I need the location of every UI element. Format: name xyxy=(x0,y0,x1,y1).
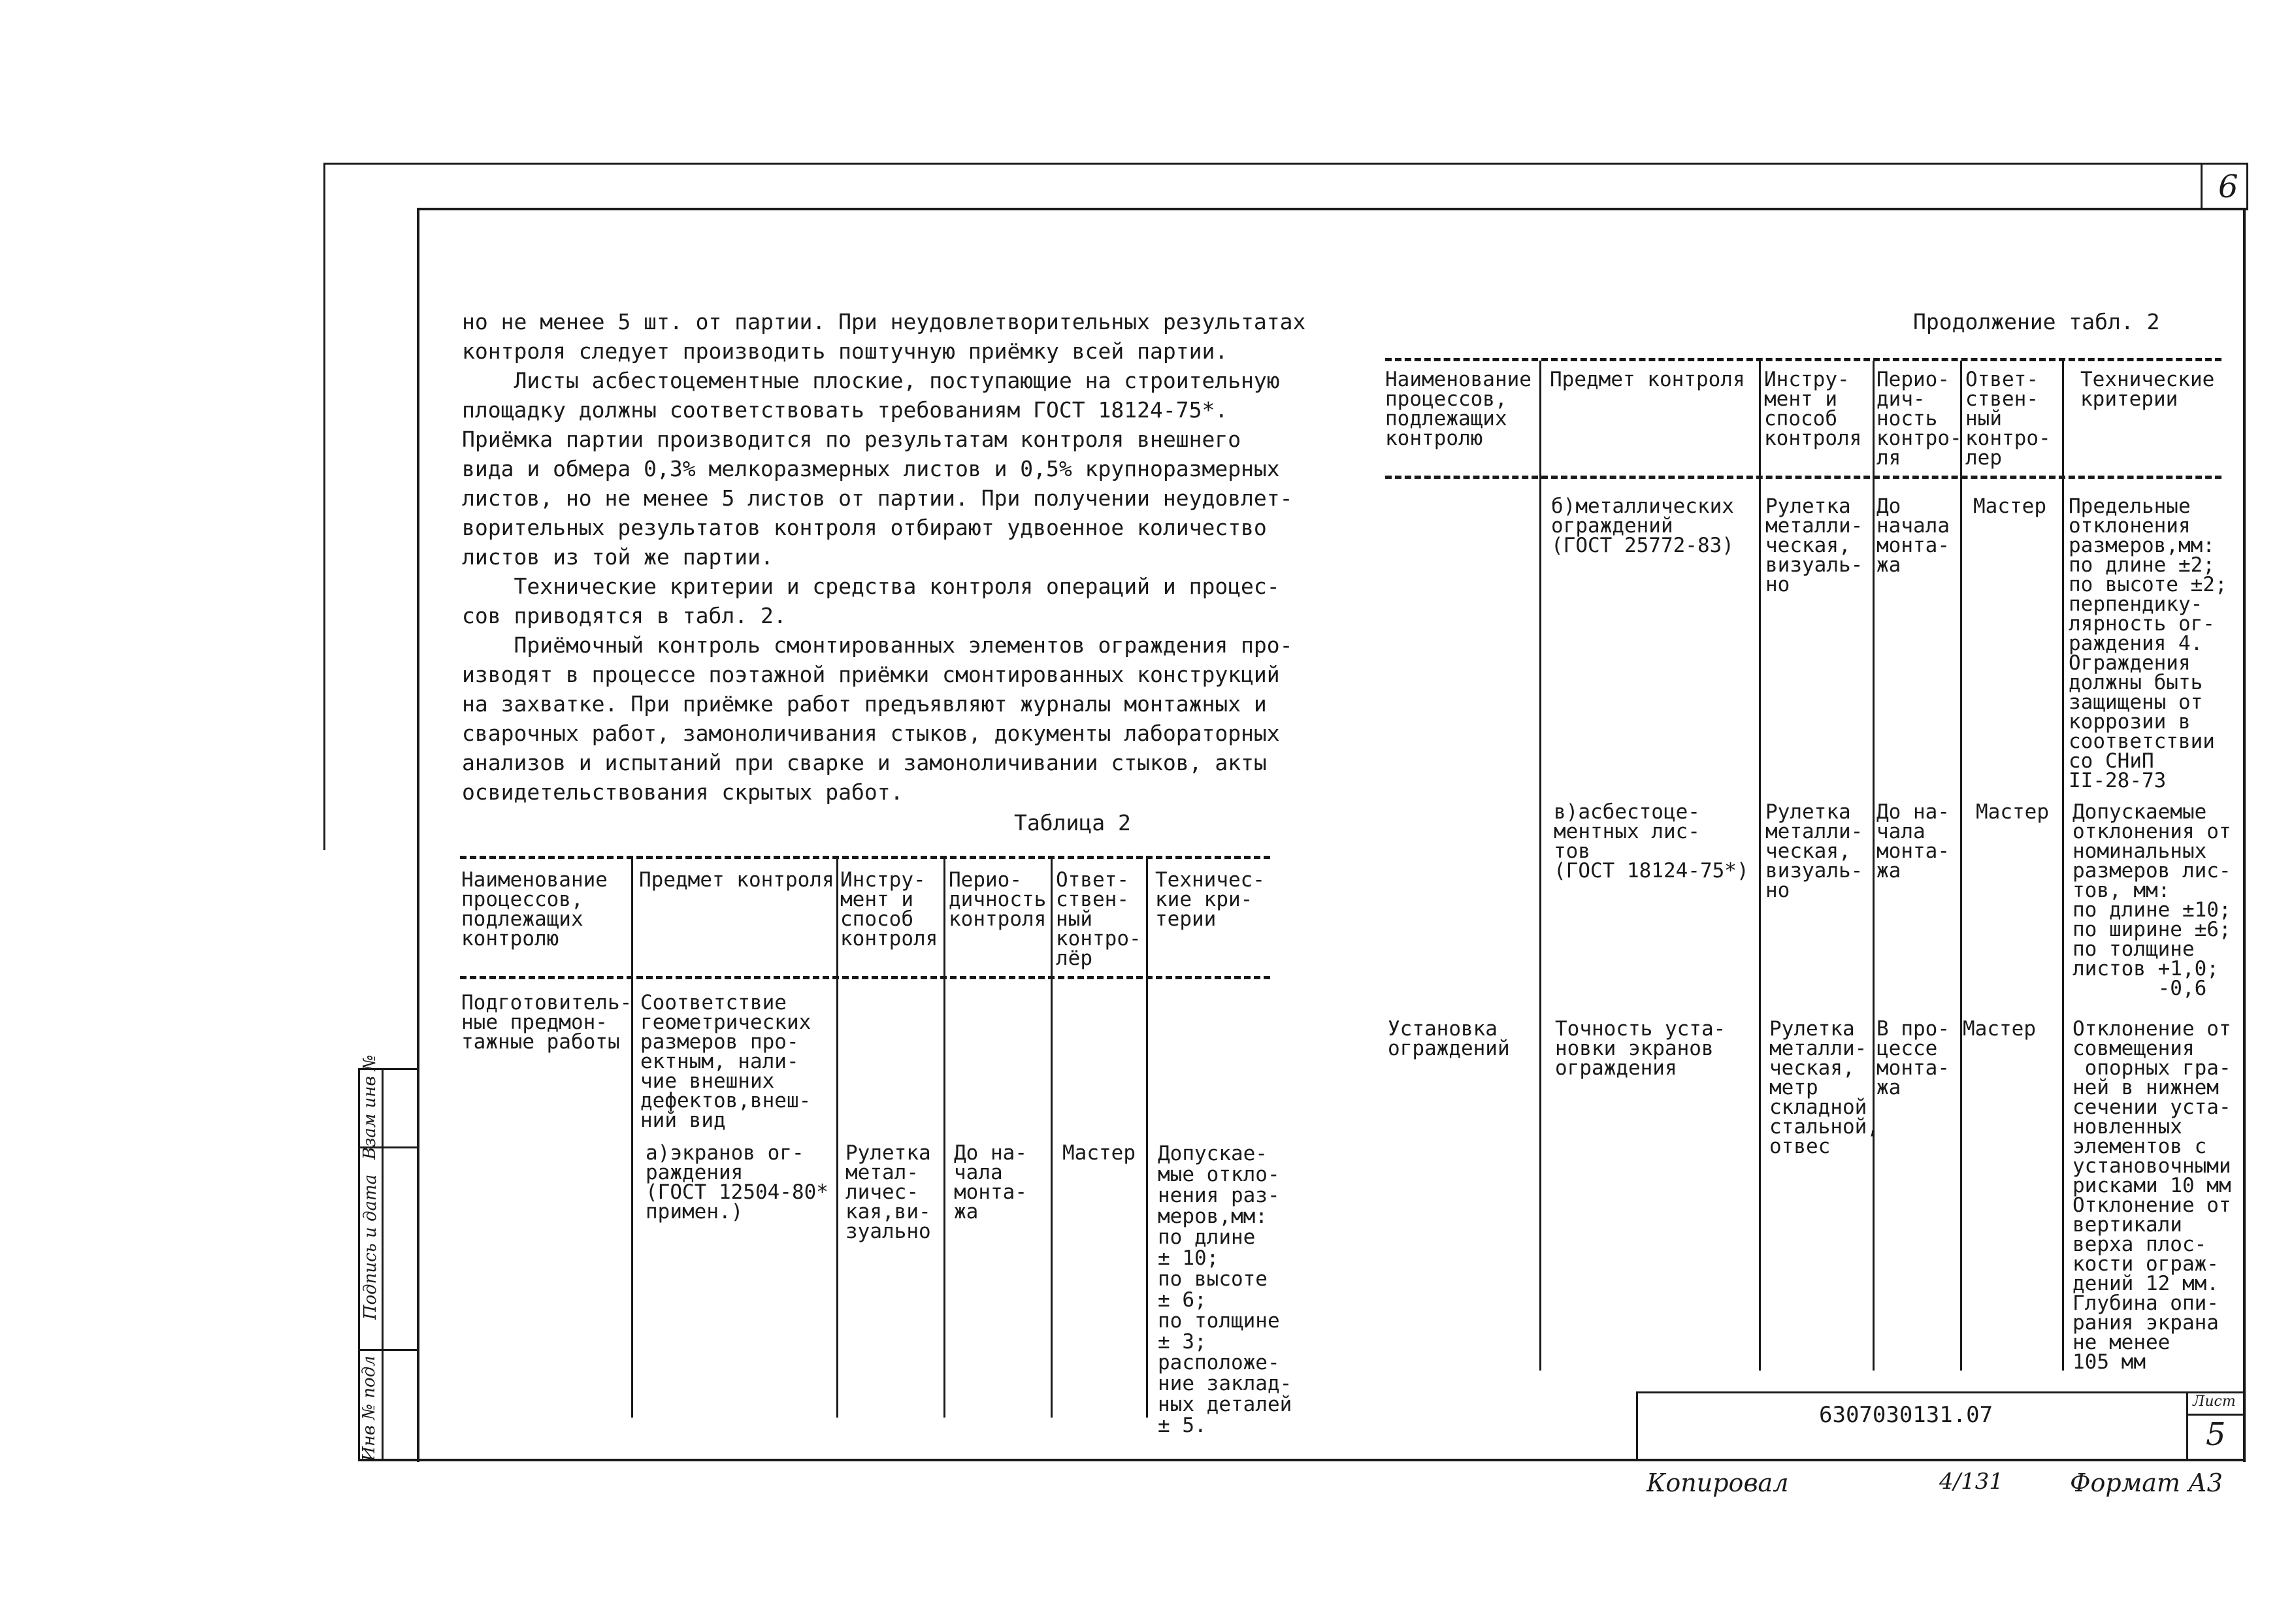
table2-header-rule xyxy=(460,976,1270,979)
side-stamp-replace-label: Взам инв № xyxy=(360,1054,380,1160)
table2-top-rule xyxy=(460,856,1270,859)
table2-cont-caption: Продолжение табл. 2 xyxy=(1913,309,2160,334)
table2-cont-header-criteria: Технические критерии xyxy=(2080,368,2215,411)
table2-cont-col-sep-5 xyxy=(2062,361,2064,1371)
table2-cont-row2-resp: Мастер xyxy=(1976,800,2049,824)
table2-cont-row1-criteria: Предельные отклонения размеров,мм: по длине ±2; по высоте ±2; перпендику- лярность ог- раждения 4. Ограждения должны быть защищены от коррозии в соответствии со СНиП II-28-73 xyxy=(2069,495,2227,792)
table2 xyxy=(460,856,1292,1437)
text-line-13: изводят в процессе поэтажной приёмки смонтированных конструкций xyxy=(462,662,1280,687)
text-line-12: Приёмочный контроль смонтированных элементов ограждения про- xyxy=(462,632,1293,658)
table2-cont-header-rule xyxy=(1385,476,2221,479)
table2-cont-header-subject: Предмет контроля xyxy=(1550,368,1745,391)
table2-header-period: Перио- дичность контроля xyxy=(949,868,1047,931)
table2-cont-header-tool: Инстру- мент и способ контроля xyxy=(1764,368,1862,450)
text-line-15: сварочных работ, замоноличивания стыков, документы лабораторных xyxy=(462,721,1280,746)
table2-cont-row3-resp: Мастер xyxy=(1963,1017,2036,1041)
text-line-2: контроля следует производить поштучную приёмку всей партии. xyxy=(462,338,1228,364)
side-stamp xyxy=(358,1054,417,1461)
table2-header-process: Наименование процессов, подлежащих контролю xyxy=(461,868,608,950)
table2-continued xyxy=(1385,358,2231,1374)
table2-header-subject: Предмет контроля xyxy=(639,868,834,892)
outer-frame-left xyxy=(323,163,325,850)
text-line-5: Приёмка партии производится по результатам контроля внешнего xyxy=(462,427,1241,452)
text-line-16: анализов и испытаний при сварке и замоноличивании стыков, акты xyxy=(462,750,1267,775)
table2-row1-tool: Рулетка метал- личес- кая,ви- зуально xyxy=(845,1141,931,1243)
table2-cont-row1-subject: б)металлических ограждений (ГОСТ 25772-83) xyxy=(1551,495,1734,557)
table2-col-sep-1 xyxy=(631,858,633,1418)
inner-frame-top xyxy=(417,208,2248,210)
table2-row1-period: До на- чала монта- жа xyxy=(954,1141,1027,1224)
table2-col-sep-5 xyxy=(1146,858,1148,1418)
text-line-4: площадку должны соответствовать требованиям ГОСТ 18124-75*. xyxy=(462,397,1228,423)
table2-header-tool: Инстру- мент и способ контроля xyxy=(840,868,938,950)
table2-col-sep-4 xyxy=(1051,858,1053,1418)
table2-caption: Таблица 2 xyxy=(1014,810,1131,836)
table2-cont-row1-tool: Рулетка металли- ческая, визуаль- но xyxy=(1765,495,1863,596)
table2-header-resp: Ответ- ствен- ный контро- лёр xyxy=(1056,868,1141,970)
title-block-list-sep xyxy=(2186,1391,2188,1461)
text-line-6: вида и обмера 0,3% мелкоразмерных листов и 0,5% крупноразмерных xyxy=(462,456,1280,481)
table2-cont-row2-tool: Рулетка металли- ческая, визуаль- но xyxy=(1765,800,1863,902)
text-line-1: но не менее 5 шт. от партии. При неудовлетворительных результатах xyxy=(462,309,1306,334)
table2-row1-subject: Соответствие геометрических размеров про- ектным, нали- чие внешних дефектов,внеш- ний вид xyxy=(640,991,811,1132)
table2-cont-row1-resp: Мастер xyxy=(1973,495,2046,518)
top-sheet-number: 6 xyxy=(2218,169,2238,205)
table2-cont-row3-subject: Точность уста- новки экранов ограждения xyxy=(1555,1017,1726,1080)
text-line-3: Листы асбестоцементные плоские, поступающие на строительную xyxy=(462,368,1280,393)
text-line-11: сов приводятся в табл. 2. xyxy=(462,603,787,628)
text-line-10: Технические критерии и средства контроля операций и процес- xyxy=(462,574,1280,599)
table2-row1-subject-b: а)экранов ог- раждения (ГОСТ 12504-80* примен.) xyxy=(646,1141,828,1224)
text-line-9: листов из той же партии. xyxy=(462,544,774,570)
table2-cont-row2-subject: в)асбестоце- ментных лис- тов (ГОСТ 18124-75*) xyxy=(1554,800,1749,883)
table2-cont-top-rule xyxy=(1385,358,2221,361)
side-stamp-div2 xyxy=(358,1349,417,1351)
title-block-list-sep-h xyxy=(2186,1414,2246,1416)
text-line-8: ворительных результатов контроля отбирают удвоенное количество xyxy=(462,515,1267,540)
table2-col-sep-2 xyxy=(836,858,838,1418)
table2-cont-row3-process: Установка ограждений xyxy=(1388,1017,1510,1060)
table2-cont-col-sep-2 xyxy=(1759,361,1761,1371)
text-line-7: листов, но не менее 5 листов от партии. При получении неудовлет- xyxy=(462,485,1293,511)
title-block-left xyxy=(1636,1391,1638,1461)
text-line-17: освидетельствования скрытых работ. xyxy=(462,779,904,805)
table2-cont-row2-period: До на- чала монта- жа xyxy=(1876,800,1950,883)
table2-cont-col-sep-1 xyxy=(1539,361,1541,1371)
inner-frame-left xyxy=(417,208,419,1462)
outer-frame-top xyxy=(323,163,2248,165)
table2-col-sep-3 xyxy=(943,858,945,1418)
outer-frame-right xyxy=(2246,163,2248,210)
table2-cont-header-process: Наименование процессов, подлежащих контролю xyxy=(1385,368,1532,450)
text-line-14: на захватке. При приёмке работ предъявляют журналы монтажных и xyxy=(462,691,1267,717)
list-label: Лист xyxy=(2193,1393,2236,1410)
table2-cont-row2-criteria: Допускаемые отклонения от номинальных размеров лис- тов, мм: по длине ±10; по ширине ±6; по толщине листов +1,0; -0,6 xyxy=(2073,800,2231,1000)
table2-cont-row3-tool: Рулетка металли- ческая, метр складной стальной, отвес xyxy=(1769,1017,1879,1158)
table2-row1-criteria: Допускае- мые откло- нения раз- меров,мм: по длине ± 10; по высоте ± 6; по толщине ± 3; расположе- ние заклад- ных деталей ± 5. xyxy=(1158,1142,1292,1437)
side-stamp-signature-label: Подпись и дата xyxy=(361,1174,380,1320)
table2-row1-process: Подготовитель- ные предмон- тажные работы xyxy=(461,991,632,1054)
table2-cont-col-sep-4 xyxy=(1960,361,1962,1371)
order-number: 4/131 xyxy=(1939,1469,2003,1495)
table2-cont-row3-criteria: Отклонение от совмещения опорных гра- ней в нижнем сечении уста- новленных элементов с установочными рисками 10 мм Отклонение от вертикали верха плос- кости ограж- дений 12 мм. Глубина опи- рания экрана не менее 105 мм xyxy=(2073,1017,2231,1374)
title-block-top xyxy=(1636,1391,2246,1393)
table2-header-criteria: Техничес- кие кри- терии xyxy=(1155,868,1265,931)
table2-cont-header-resp: Ответ- ствен- ный контро- лер xyxy=(1965,368,2051,470)
table2-cont-row3-period: В про- цессе монта- жа xyxy=(1876,1017,1950,1099)
table2-cont-header-period: Перио- дич- ность контро- ля xyxy=(1876,368,1962,470)
list-number: 5 xyxy=(2206,1416,2226,1453)
table2-cont-row1-period: До начала монта- жа xyxy=(1876,495,1950,577)
table2-row1-resp: Мастер xyxy=(1062,1141,1136,1165)
document-code: 6307030131.07 xyxy=(1819,1402,1993,1428)
inner-frame-right xyxy=(2243,208,2246,1462)
format-label: Формат А3 xyxy=(2070,1469,2223,1497)
side-stamp-inv-label: Инв № подл xyxy=(359,1356,379,1461)
top-number-box-left xyxy=(2201,163,2203,210)
table2-cont-col-sep-3 xyxy=(1873,361,1875,1371)
copied-label: Копировал xyxy=(1647,1469,1789,1497)
title-block xyxy=(1636,1391,2246,1461)
side-stamp-mid xyxy=(382,1068,384,1460)
